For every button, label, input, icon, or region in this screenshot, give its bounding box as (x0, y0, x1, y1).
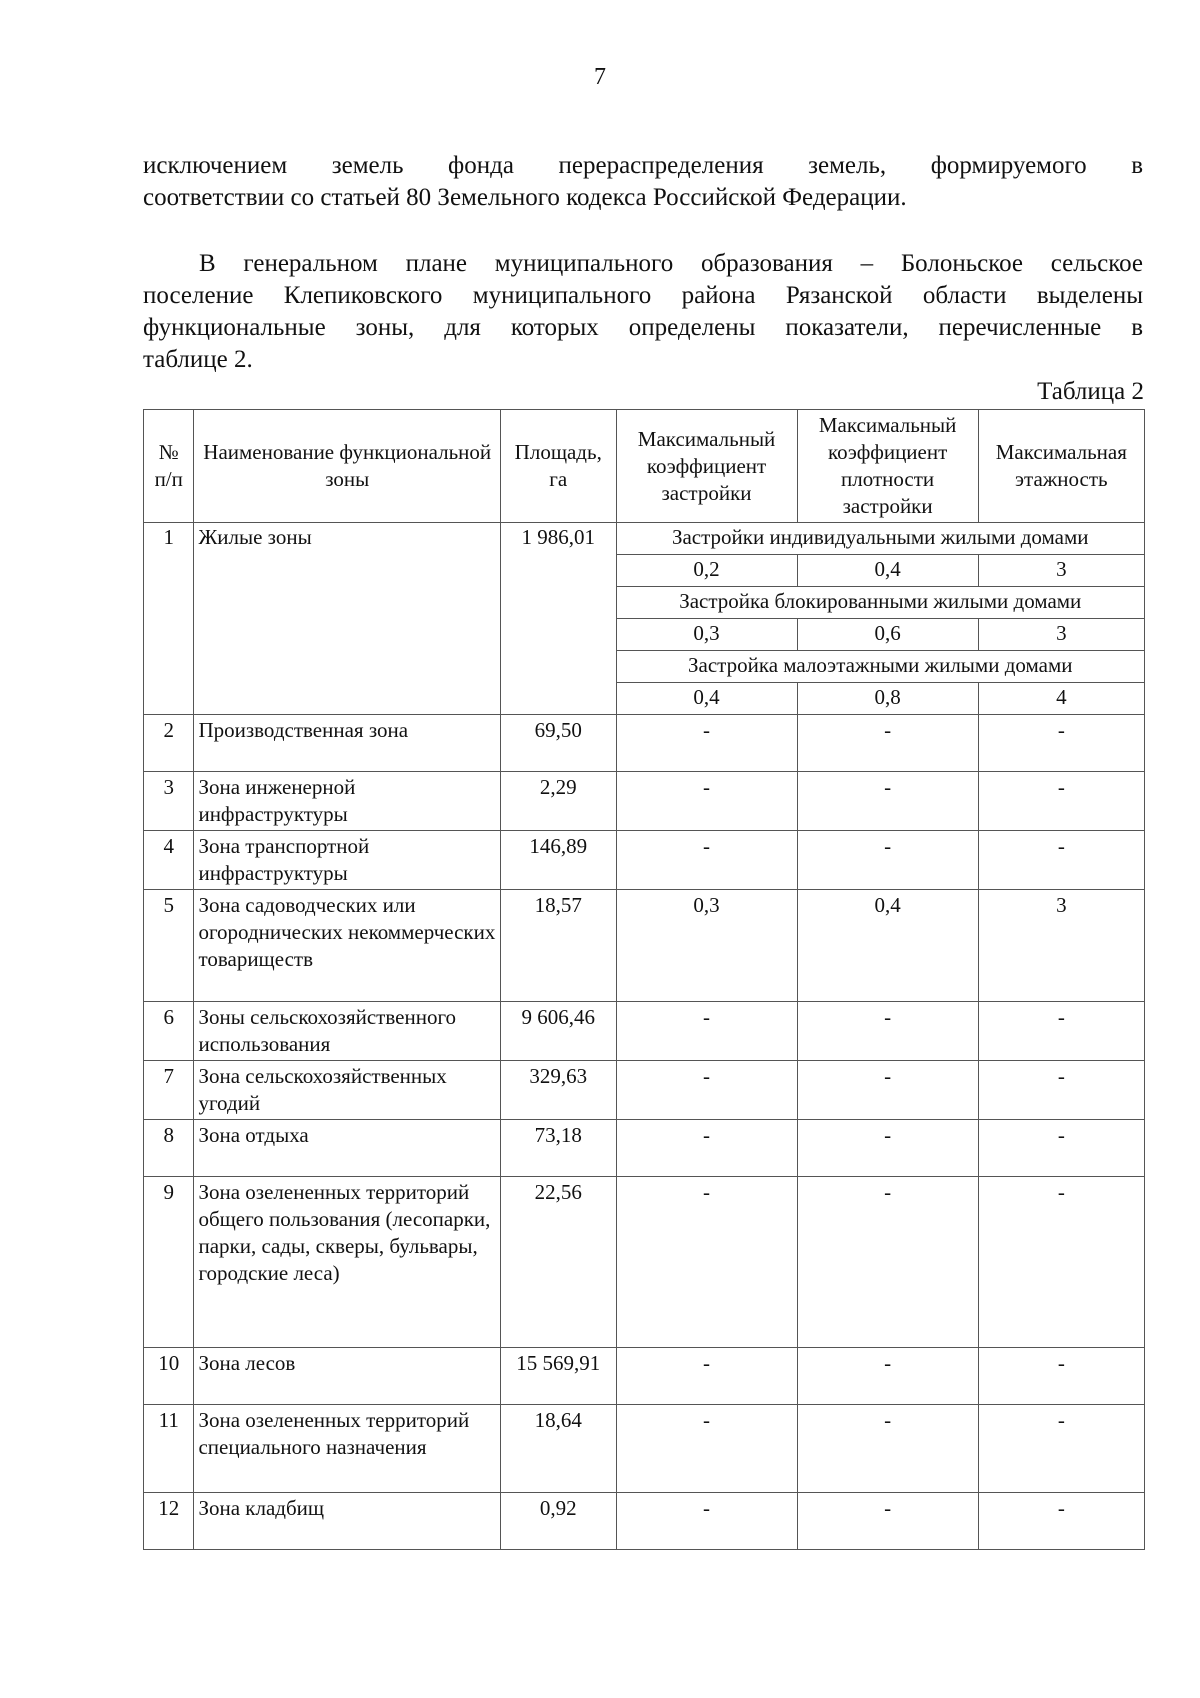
cell-area: 15 569,91 (501, 1348, 616, 1405)
cell-coef-density: - (797, 1120, 978, 1177)
cell-max-floors: - (978, 1493, 1144, 1550)
cell-max-floors: - (978, 1405, 1144, 1493)
cell-num: 8 (144, 1120, 194, 1177)
cell-num: 9 (144, 1177, 194, 1348)
header-coef-build: Максимальный коэффициент застройки (616, 410, 797, 523)
table-row (144, 1348, 1145, 1405)
cell-coef-build: - (616, 715, 797, 772)
cell-coef-density: - (797, 1348, 978, 1405)
cell-num: 11 (144, 1405, 194, 1493)
header-max-floors: Максимальная этажность (978, 410, 1144, 523)
cell-coef-build: - (616, 1177, 797, 1348)
cell-num: 7 (144, 1061, 194, 1120)
table-row (144, 523, 1145, 555)
cell-max-floors: 4 (978, 683, 1144, 715)
subgroup-title: Застройки индивидуальными жилыми домами (616, 523, 1145, 555)
cell-coef-density: 0,8 (797, 683, 978, 715)
cell-coef-density: - (797, 1177, 978, 1348)
cell-coef-build: - (616, 1061, 797, 1120)
subgroup-title: Застройка блокированными жилыми домами (616, 587, 1145, 619)
cell-max-floors: 3 (978, 619, 1144, 651)
paragraph-line: исключением земель фонда перераспределения земель, формируемого в (143, 152, 1143, 179)
page-number: 7 (594, 64, 606, 90)
table-row (144, 1177, 1145, 1348)
table-row (144, 831, 1145, 890)
cell-coef-build: - (616, 1120, 797, 1177)
cell-area: 73,18 (501, 1120, 616, 1177)
cell-area: 1 986,01 (501, 523, 616, 715)
cell-num: 4 (144, 831, 194, 890)
cell-name: Зона садоводческих или огороднических некоммерческих товариществ (194, 890, 501, 1002)
cell-name: Зона транспортной инфраструктуры (194, 831, 501, 890)
paragraph-line: функциональные зоны, для которых определены показатели, перечисленные в (143, 314, 1143, 341)
cell-num: 1 (144, 523, 194, 715)
table-row (144, 1061, 1145, 1120)
cell-name: Зоны сельскохозяйственного использования (194, 1002, 501, 1061)
cell-coef-density: 0,4 (797, 555, 978, 587)
cell-name: Зона сельскохозяйственных угодий (194, 1061, 501, 1120)
table-row (144, 1493, 1145, 1550)
cell-coef-build: - (616, 1405, 797, 1493)
cell-coef-density: - (797, 1493, 978, 1550)
table-row (144, 1405, 1145, 1493)
cell-num: 3 (144, 772, 194, 831)
cell-coef-density: 0,4 (797, 890, 978, 1002)
cell-num: 10 (144, 1348, 194, 1405)
cell-coef-density: - (797, 715, 978, 772)
cell-area: 329,63 (501, 1061, 616, 1120)
table-row (144, 890, 1145, 1002)
cell-max-floors: - (978, 772, 1144, 831)
cell-coef-build: 0,3 (616, 619, 797, 651)
table-row (144, 1120, 1145, 1177)
cell-max-floors: - (978, 1120, 1144, 1177)
cell-name: Жилые зоны (194, 523, 501, 715)
table-caption: Таблица 2 (1037, 378, 1144, 405)
cell-num: 6 (144, 1002, 194, 1061)
cell-coef-density: - (797, 772, 978, 831)
cell-name: Зона лесов (194, 1348, 501, 1405)
cell-coef-build: - (616, 1002, 797, 1061)
cell-area: 0,92 (501, 1493, 616, 1550)
paragraph-line: таблице 2. (143, 346, 253, 373)
cell-name: Зона отдыха (194, 1120, 501, 1177)
table-row (144, 772, 1145, 831)
cell-area: 9 606,46 (501, 1002, 616, 1061)
cell-area: 2,29 (501, 772, 616, 831)
cell-coef-build: 0,4 (616, 683, 797, 715)
header-coef-density: Максимальный коэффициент плотности застройки (797, 410, 978, 523)
cell-area: 22,56 (501, 1177, 616, 1348)
cell-coef-build: - (616, 831, 797, 890)
cell-name: Зона кладбищ (194, 1493, 501, 1550)
cell-num: 12 (144, 1493, 194, 1550)
cell-max-floors: - (978, 1061, 1144, 1120)
cell-coef-build: 0,3 (616, 890, 797, 1002)
paragraph-line: поселение Клепиковского муниципального района Рязанской области выделены (143, 282, 1143, 309)
cell-name: Зона озелененных территорий специального назначения (194, 1405, 501, 1493)
table-row (144, 1002, 1145, 1061)
header-area: Площадь, га (501, 410, 616, 523)
cell-max-floors: - (978, 715, 1144, 772)
cell-area: 146,89 (501, 831, 616, 890)
paragraph-line: В генеральном плане муниципального образования – Болоньское сельское (199, 250, 1143, 277)
cell-area: 18,64 (501, 1405, 616, 1493)
paragraph-line: соответствии со статьей 80 Земельного кодекса Российской Федерации. (143, 184, 907, 211)
cell-coef-density: - (797, 1061, 978, 1120)
cell-coef-build: 0,2 (616, 555, 797, 587)
cell-area: 18,57 (501, 890, 616, 1002)
cell-name: Зона озелененных территорий общего пользования (лесопарки, парки, сады, скверы, бульвары, городские леса) (194, 1177, 501, 1348)
cell-coef-build: - (616, 1493, 797, 1550)
cell-coef-density: 0,6 (797, 619, 978, 651)
cell-max-floors: - (978, 831, 1144, 890)
header-name: Наименование функциональной зоны (194, 410, 501, 523)
cell-num: 5 (144, 890, 194, 1002)
header-num: № п/п (144, 410, 194, 523)
cell-coef-density: - (797, 1002, 978, 1061)
table-row (144, 715, 1145, 772)
cell-max-floors: 3 (978, 555, 1144, 587)
paragraph-2 (143, 248, 1143, 376)
cell-name: Производственная зона (194, 715, 501, 772)
cell-num: 2 (144, 715, 194, 772)
cell-max-floors: - (978, 1177, 1144, 1348)
functional-zones-table (143, 409, 1145, 1550)
cell-coef-density: - (797, 1405, 978, 1493)
cell-coef-density: - (797, 831, 978, 890)
cell-coef-build: - (616, 772, 797, 831)
cell-name: Зона инженерной инфраструктуры (194, 772, 501, 831)
cell-area: 69,50 (501, 715, 616, 772)
cell-max-floors: - (978, 1002, 1144, 1061)
subgroup-title: Застройка малоэтажными жилыми домами (616, 651, 1145, 683)
cell-max-floors: - (978, 1348, 1144, 1405)
cell-coef-build: - (616, 1348, 797, 1405)
paragraph-1 (143, 150, 1143, 214)
table-header-row (144, 410, 1145, 523)
cell-max-floors: 3 (978, 890, 1144, 1002)
